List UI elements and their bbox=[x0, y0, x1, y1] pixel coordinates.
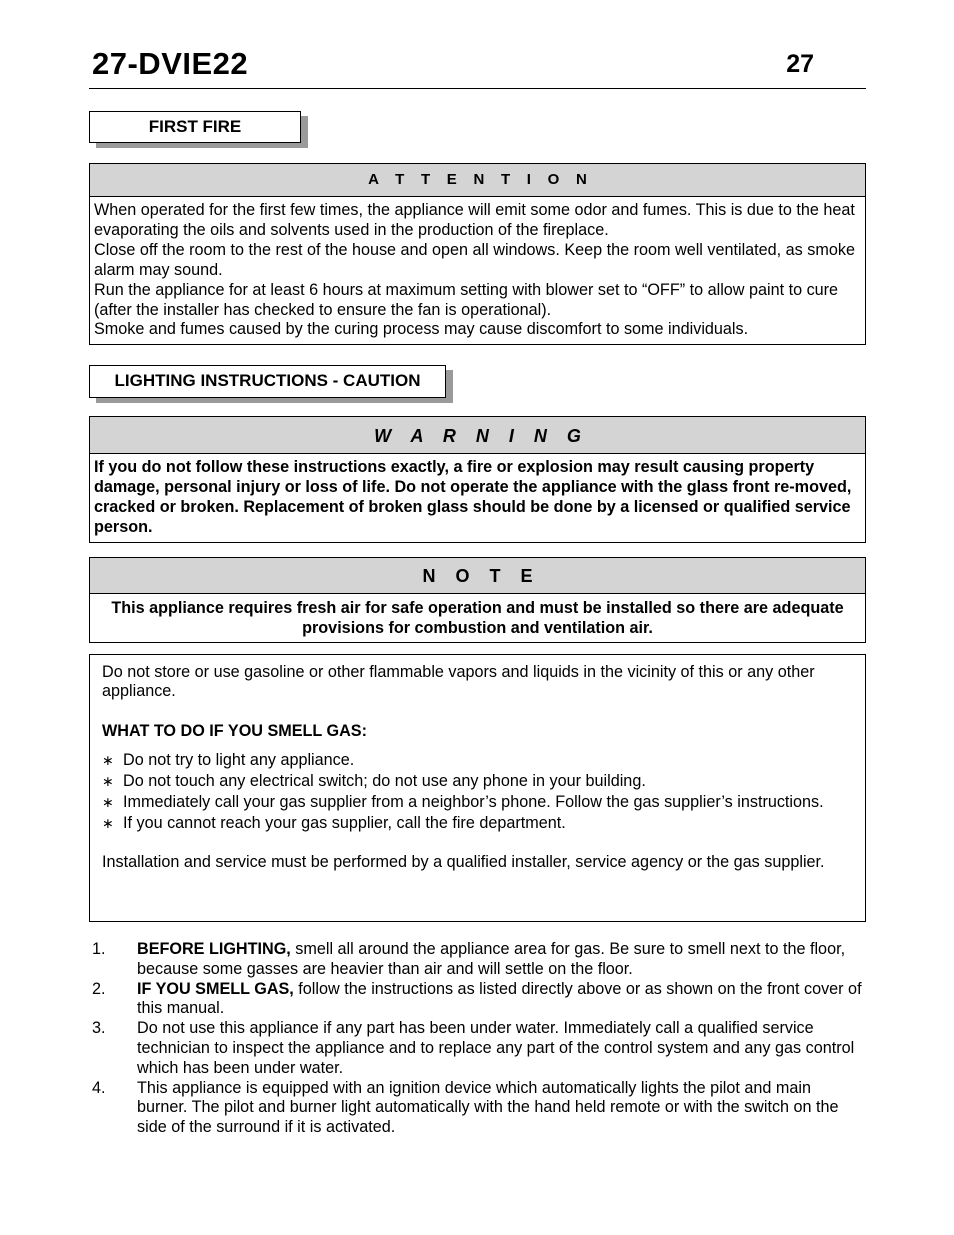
step-number: 3. bbox=[92, 1019, 106, 1038]
gas-safety-box bbox=[89, 654, 866, 922]
step-text: follow the instructions as listed directly above or as shown on the front cover of this manual. bbox=[137, 979, 862, 1018]
lighting-steps-list bbox=[92, 940, 862, 1138]
bullet-text: If you cannot reach your gas supplier, call the fire department. bbox=[123, 814, 566, 832]
step-text: Do not use this appliance if any part has been under water. Immediately call a qualified service technician to inspect the appliance and to replace any part of the control system and any gas control which has been under water. bbox=[137, 1019, 855, 1077]
attention-line: Close off the room to the rest of the house and open all windows. Keep the room well ventilated, as smoke alarm may sound. bbox=[94, 240, 855, 279]
step-lead: BEFORE LIGHTING, bbox=[137, 940, 291, 958]
attention-heading: A T T E N T I O N bbox=[90, 164, 865, 197]
section-tab-lighting: LIGHTING INSTRUCTIONS - CAUTION bbox=[89, 365, 446, 398]
step-lead: IF YOU SMELL GAS, bbox=[137, 979, 294, 998]
asterisk-bullet-icon: ∗ bbox=[102, 815, 114, 831]
asterisk-bullet-icon: ∗ bbox=[102, 773, 114, 789]
list-item bbox=[92, 1019, 862, 1078]
list-item bbox=[92, 1079, 862, 1138]
list-item bbox=[102, 792, 857, 813]
list-item bbox=[102, 750, 857, 771]
step-number: 2. bbox=[92, 979, 106, 998]
attention-body bbox=[90, 197, 865, 340]
document-title: 27-DVIE22 bbox=[92, 46, 249, 81]
warning-box bbox=[89, 416, 866, 543]
list-item bbox=[102, 813, 857, 834]
step-text: smell all around the appliance area for gas. Be sure to smell next to the floor, because some gasses are heavier than air and will settle on the floor. bbox=[137, 940, 846, 978]
note-text: This appliance requires fresh air for safe operation and must be installed so there are adequate provisions for combustion and ventilation air. bbox=[111, 599, 844, 637]
section-tab-first-fire: FIRST FIRE bbox=[89, 111, 301, 143]
note-heading: N O T E bbox=[90, 558, 865, 594]
bullet-text: Do not touch any electrical switch; do not use any phone in your building. bbox=[123, 772, 646, 790]
warning-text: If you do not follow these instructions exactly, a fire or explosion may result causing property damage, personal injury or loss of life. Do not operate the appliance with the glass front re-moved, cracked or broken. Replacement of broken glass should be done by a licensed or qualified service person. bbox=[94, 458, 852, 536]
asterisk-bullet-icon: ∗ bbox=[102, 794, 114, 810]
step-number: 1. bbox=[92, 940, 106, 958]
warning-heading: W A R N I N G bbox=[90, 417, 865, 454]
bullet-text: Immediately call your gas supplier from a neighbor’s phone. Follow the gas supplier’s instructions. bbox=[123, 793, 824, 811]
list-item bbox=[102, 771, 857, 792]
attention-line: When operated for the first few times, the appliance will emit some odor and fumes. This is due to the heat evaporating the oils and solvents used in the production of the fireplace. bbox=[94, 201, 855, 239]
asterisk-bullet-icon: ∗ bbox=[102, 752, 114, 768]
gas-bullet-list bbox=[102, 750, 857, 834]
list-item bbox=[92, 940, 862, 980]
attention-line: Run the appliance for at least 6 hours at maximum setting with blower set to “OFF” to allow paint to cure (after the installer has checked to ensure the fan is operational). bbox=[94, 280, 839, 319]
page-number: 27 bbox=[786, 50, 814, 78]
gas-footer: Installation and service must be performed by a qualified installer, service agency or the gas supplier. bbox=[102, 853, 825, 871]
list-item bbox=[92, 980, 862, 1020]
page-header bbox=[89, 40, 866, 89]
attention-line: Smoke and fumes caused by the curing process may cause discomfort to some individuals. bbox=[94, 320, 749, 339]
attention-box bbox=[89, 163, 866, 345]
step-number: 4. bbox=[92, 1078, 106, 1097]
gas-heading: WHAT TO DO IF YOU SMELL GAS: bbox=[102, 722, 367, 740]
step-text: This appliance is equipped with an ignition device which automatically lights the pilot and main burner. The pilot and burner light automatically with the hand held remote or with the switch on the side of the surround if it is activated. bbox=[137, 1078, 839, 1137]
note-box bbox=[89, 557, 866, 643]
bullet-text: Do not try to light any appliance. bbox=[123, 751, 355, 769]
gas-intro: Do not store or use gasoline or other flammable vapors and liquids in the vicinity of this or any other appliance. bbox=[102, 663, 815, 700]
